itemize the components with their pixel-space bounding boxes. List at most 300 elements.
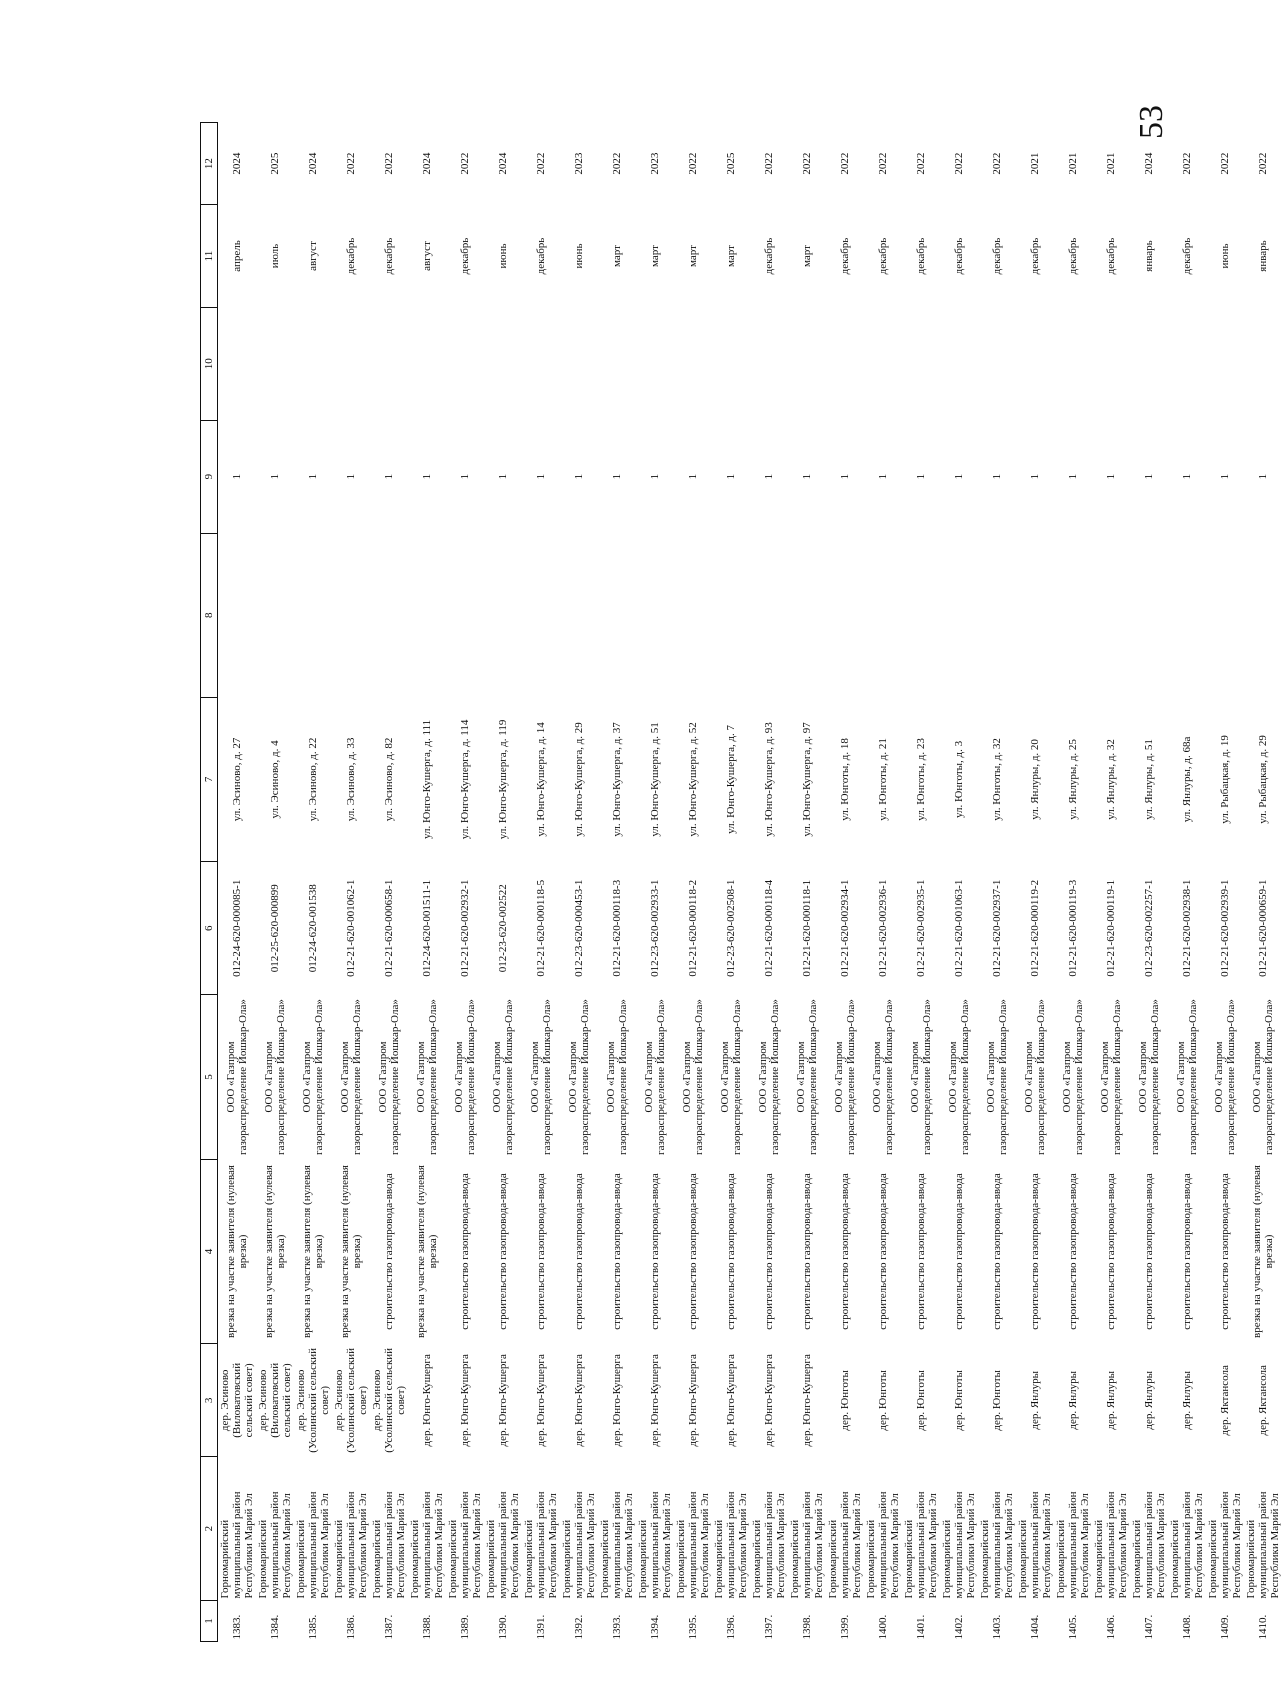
table-row [370,123,408,1642]
address-cell: ул. Эсиново, д. 33 [345,737,357,822]
quantity-cell: 1 [1181,473,1193,480]
settlement-cell: дер. Янлуры [1067,1371,1079,1430]
district-cell: Горномарийский муниципальный район Республики Марий Эл [637,1491,673,1599]
district-cell: Горномарийский муниципальный район Республики Марий Эл [903,1491,939,1599]
col8-cell [1092,533,1130,697]
district-cell: Горномарийский муниципальный район Республики Марий Эл [1093,1491,1129,1599]
district-cell: Горномарийский муниципальный район Республики Марий Эл [1207,1491,1243,1599]
settlement-cell: дер. Юнго-Кушерга [573,1354,585,1447]
col10-cell [1054,307,1092,420]
address-cell: ул. Юнго-Кушерга, д. 37 [611,722,623,837]
settlement-cell: дер. Эсиново (Виловатовский сельский совет) [257,1362,293,1438]
table-row [674,123,712,1642]
work-type-cell: строительство газопровода-ввода [1219,1173,1231,1330]
gasification-table [200,122,1282,1642]
quantity-cell: 1 [801,473,813,480]
organization-cell: ООО «Газпром газораспределение Йошкар-Ола» [795,999,819,1155]
quantity-cell: 1 [1105,473,1117,480]
col10-cell [1206,307,1244,420]
work-type-cell: строительство газопровода-ввода [497,1173,509,1330]
settlement-cell: дер. Юнго-Кушерга [611,1354,623,1447]
column-header-10: 10 [201,307,218,420]
address-cell: ул. Юнго-Кушерга, д. 52 [687,722,699,837]
work-type-cell: врезка на участке заявителя (нулевая врезка) [415,1165,439,1338]
work-type-cell: строительство газопровода-ввода [535,1173,547,1330]
work-type-cell: врезка на участке заявителя (нулевая врезка) [339,1165,363,1338]
col8-cell [1130,533,1168,697]
col10-cell [1130,307,1168,420]
organization-cell: ООО «Газпром газораспределение Йошкар-Ола» [1137,999,1161,1155]
address-cell: ул. Рыбацкая, д. 19 [1219,735,1231,824]
year-cell: 2022 [535,152,547,175]
work-type-cell: строительство газопровода-ввода [1067,1173,1079,1330]
table-row [1092,123,1130,1642]
quantity-cell: 1 [763,473,775,480]
col10-cell [712,307,750,420]
work-type-cell: строительство газопровода-ввода [1143,1173,1155,1330]
organization-cell: ООО «Газпром газораспределение Йошкар-Ола» [339,999,363,1155]
settlement-cell: дер. Юнго-Кушерга [649,1354,661,1447]
col10-cell [484,307,522,420]
col8-cell [446,533,484,697]
settlement-cell: дер. Юнготы [991,1370,1003,1431]
district-cell: Горномарийский муниципальный район Республики Марий Эл [371,1491,407,1599]
address-cell: ул. Юнготы, д. 32 [991,738,1003,821]
quantity-cell: 1 [535,473,547,480]
settlement-cell: дер. Янлуры [1105,1371,1117,1430]
col8-cell [560,533,598,697]
table-row [1054,123,1092,1642]
col8-cell [1206,533,1244,697]
code-cell: 012-21-620-000118-4 [763,879,775,977]
organization-cell: ООО «Газпром газораспределение Йошкар-Ола» [377,999,401,1155]
organization-cell: ООО «Газпром газораспределение Йошкар-Ола» [1251,999,1275,1155]
column-header-11: 11 [201,205,218,308]
quantity-cell: 1 [953,473,965,480]
code-cell: 012-23-620-002933-1 [649,879,661,977]
table-row [826,123,864,1642]
address-cell: ул. Юнго-Кушерга, д. 29 [573,722,585,837]
column-header-6: 6 [201,862,218,995]
quantity-cell: 1 [611,473,623,480]
col10-cell [978,307,1016,420]
work-type-cell: строительство газопровода-ввода [649,1173,661,1330]
col10-cell [902,307,940,420]
settlement-cell: дер. Янлуры [1143,1371,1155,1430]
work-type-cell: строительство газопровода-ввода [687,1173,699,1330]
settlement-cell: дер. Юнготы [877,1370,889,1431]
month-cell: декабрь [1105,237,1117,275]
work-type-cell: строительство газопровода-ввода [763,1173,775,1330]
row-number: 1400. [877,1614,889,1640]
settlement-cell: дер. Юнго-Кушерга [497,1354,509,1447]
month-cell: декабрь [991,237,1003,275]
year-cell: 2022 [801,152,813,175]
column-header-12: 12 [201,123,218,205]
col8-cell [484,533,522,697]
quantity-cell: 1 [839,473,851,480]
row-number: 1385. [307,1614,319,1640]
table-row [598,123,636,1642]
settlement-cell: дер. Юнго-Кушерга [725,1354,737,1447]
table-row [978,123,1016,1642]
col8-cell [826,533,864,697]
address-cell: ул. Юнготы, д. 23 [915,738,927,821]
col8-cell [256,533,294,697]
month-cell: декабрь [763,237,775,275]
row-number: 1402. [953,1614,965,1640]
table-row [1244,123,1282,1642]
row-number: 1401. [915,1614,927,1640]
column-header-9: 9 [201,420,218,533]
year-cell: 2025 [269,152,281,175]
row-number: 1388. [421,1614,433,1640]
code-cell: 012-21-620-000118-3 [611,879,623,977]
col10-cell [1092,307,1130,420]
organization-cell: ООО «Газпром газораспределение Йошкар-Ола» [757,999,781,1155]
work-type-cell: врезка на участке заявителя (нулевая врезка) [263,1165,287,1338]
col8-cell [636,533,674,697]
address-cell: ул. Янлуры, д. 32 [1105,739,1117,820]
address-cell: ул. Эсиново, д. 27 [231,737,243,822]
organization-cell: ООО «Газпром газораспределение Йошкар-Ола» [719,999,743,1155]
address-cell: ул. Эсиново, д. 22 [307,737,319,822]
address-cell: ул. Юнго-Кушерга, д. 51 [649,722,661,837]
settlement-cell: дер. Юнготы [839,1370,851,1431]
code-cell: 012-21-620-000658-1 [383,879,395,977]
address-cell: ул. Рыбацкая, д. 29 [1257,735,1269,824]
work-type-cell: строительство газопровода-ввода [459,1173,471,1330]
col8-cell [788,533,826,697]
work-type-cell: строительство газопровода-ввода [877,1173,889,1330]
organization-cell: ООО «Газпром газораспределение Йошкар-Ола» [947,999,971,1155]
settlement-cell: дер. Юнго-Кушерга [459,1354,471,1447]
work-type-cell: строительство газопровода-ввода [383,1173,395,1330]
year-cell: 2023 [573,152,585,175]
code-cell: 012-21-620-002938-1 [1181,879,1193,977]
organization-cell: ООО «Газпром газораспределение Йошкар-Ола» [833,999,857,1155]
month-cell: декабрь [1067,237,1079,275]
district-cell: Горномарийский муниципальный район Республики Марий Эл [865,1491,901,1599]
organization-cell: ООО «Газпром газораспределение Йошкар-Ола» [301,999,325,1155]
year-cell: 2022 [991,152,1003,175]
settlement-cell: дер. Эсиново (Виловатовский сельский совет) [219,1362,255,1438]
col8-cell [218,533,257,697]
quantity-cell: 1 [459,473,471,480]
code-cell: 012-25-620-000899 [269,884,281,973]
month-cell: декабрь [535,237,547,275]
district-cell: Горномарийский муниципальный район Республики Марий Эл [713,1491,749,1599]
settlement-cell: дер. Эсиново (Усолинский сельский совет) [295,1347,331,1453]
organization-cell: ООО «Газпром газораспределение Йошкар-Ола» [643,999,667,1155]
address-cell: ул. Юнго-Кушерга, д. 14 [535,722,547,837]
col10-cell [750,307,788,420]
year-cell: 2022 [877,152,889,175]
month-cell: декабрь [915,237,927,275]
settlement-cell: дер. Юнготы [953,1370,965,1431]
table-row [750,123,788,1642]
district-cell: Горномарийский муниципальный район Республики Марий Эл [523,1491,559,1599]
work-type-cell: строительство газопровода-ввода [953,1173,965,1330]
organization-cell: ООО «Газпром газораспределение Йошкар-Ола» [225,999,249,1155]
month-cell: декабрь [1029,237,1041,275]
row-number: 1393. [611,1614,623,1640]
col10-cell [636,307,674,420]
table-row [902,123,940,1642]
col8-cell [294,533,332,697]
row-number: 1397. [763,1614,775,1640]
code-cell: 012-21-620-002934-1 [839,879,851,977]
table-row [788,123,826,1642]
year-cell: 2021 [1029,152,1041,175]
organization-cell: ООО «Газпром газораспределение Йошкар-Ола» [871,999,895,1155]
year-cell: 2025 [725,152,737,175]
col8-cell [1054,533,1092,697]
work-type-cell: строительство газопровода-ввода [1105,1173,1117,1330]
year-cell: 2022 [1219,152,1231,175]
organization-cell: ООО «Газпром газораспределение Йошкар-Ола» [1099,999,1123,1155]
row-number: 1387. [383,1614,395,1640]
month-cell: декабрь [345,237,357,275]
col8-cell [332,533,370,697]
col8-cell [1016,533,1054,697]
col8-cell [370,533,408,697]
row-number: 1386. [345,1614,357,1640]
code-cell: 012-21-620-001062-1 [345,879,357,977]
work-type-cell: строительство газопровода-ввода [991,1173,1003,1330]
col8-cell [902,533,940,697]
table-row [446,123,484,1642]
col10-cell [446,307,484,420]
table-row [1016,123,1054,1642]
column-number-row [201,123,218,1642]
month-cell: декабрь [839,237,851,275]
district-cell: Горномарийский муниципальный район Республики Марий Эл [1017,1491,1053,1599]
district-cell: Горномарийский муниципальный район Республики Марий Эл [447,1491,483,1599]
quantity-cell: 1 [269,473,281,480]
district-cell: Горномарийский муниципальный район Республики Марий Эл [599,1491,635,1599]
month-cell: декабрь [877,237,889,275]
year-cell: 2022 [1181,152,1193,175]
settlement-cell: дер. Юнго-Кушерга [535,1354,547,1447]
column-header-7: 7 [201,697,218,861]
month-cell: декабрь [1181,237,1193,275]
table-row [1206,123,1244,1642]
month-cell: декабрь [459,237,471,275]
month-cell: август [421,241,433,271]
row-number: 1384. [269,1614,281,1640]
district-cell: Горномарийский муниципальный район Республики Марий Эл [1245,1491,1281,1599]
col8-cell [940,533,978,697]
table-body [218,123,1282,1642]
organization-cell: ООО «Газпром газораспределение Йошкар-Ола» [1213,999,1237,1155]
month-cell: декабрь [383,237,395,275]
organization-cell: ООО «Газпром газораспределение Йошкар-Ола» [567,999,591,1155]
year-cell: 2022 [915,152,927,175]
settlement-cell: дер. Юнготы [915,1370,927,1431]
quantity-cell: 1 [649,473,661,480]
settlement-cell: дер. Юнго-Кушерга [687,1354,699,1447]
code-cell: 012-21-620-002932-1 [459,879,471,977]
table-row [522,123,560,1642]
table-row [712,123,750,1642]
month-cell: март [801,245,813,267]
district-cell: Горномарийский муниципальный район Республики Марий Эл [295,1491,331,1599]
row-number: 1395. [687,1614,699,1640]
month-cell: июнь [1219,243,1231,269]
col10-cell [408,307,446,420]
row-number: 1409. [1219,1614,1231,1640]
code-cell: 012-23-620-002508-1 [725,879,737,977]
quantity-cell: 1 [877,473,889,480]
year-cell: 2022 [459,152,471,175]
col10-cell [788,307,826,420]
row-number: 1383. [231,1614,243,1640]
code-cell: 012-21-620-002935-1 [915,879,927,977]
code-cell: 012-21-620-000119-2 [1029,879,1041,977]
year-cell: 2024 [1143,152,1155,175]
month-cell: март [649,245,661,267]
year-cell: 2024 [231,152,243,175]
address-cell: ул. Юнготы, д. 21 [877,738,889,821]
organization-cell: ООО «Газпром газораспределение Йошкар-Ола» [909,999,933,1155]
month-cell: июнь [573,243,585,269]
organization-cell: ООО «Газпром газораспределение Йошкар-Ола» [1061,999,1085,1155]
address-cell: ул. Юнго-Кушерга, д. 93 [763,722,775,837]
address-cell: ул. Юнго-Кушерга, д. 7 [725,724,737,834]
month-cell: июль [269,243,281,269]
code-cell: 012-21-620-000659-1 [1257,879,1269,977]
row-number: 1399. [839,1614,851,1640]
work-type-cell: врезка на участке заявителя (нулевая врезка) [225,1165,249,1338]
col10-cell [560,307,598,420]
col8-cell [522,533,560,697]
col10-cell [218,307,257,420]
work-type-cell: строительство газопровода-ввода [801,1173,813,1330]
quantity-cell: 1 [345,473,357,480]
quantity-cell: 1 [1067,473,1079,480]
address-cell: ул. Янлуры, д. 25 [1067,739,1079,820]
month-cell: август [307,241,319,271]
col10-cell [370,307,408,420]
district-cell: Горномарийский муниципальный район Республики Марий Эл [941,1491,977,1599]
year-cell: 2021 [1067,152,1079,175]
address-cell: ул. Юнго-Кушерга, д. 111 [421,719,433,839]
month-cell: январь [1257,240,1269,272]
work-type-cell: строительство газопровода-ввода [839,1173,851,1330]
work-type-cell: строительство газопровода-ввода [1181,1173,1193,1330]
month-cell: январь [1143,240,1155,272]
settlement-cell: дер. Яктансола [1257,1365,1269,1436]
row-number: 1390. [497,1614,509,1640]
quantity-cell: 1 [383,473,395,480]
table-row [332,123,370,1642]
col10-cell [1168,307,1206,420]
organization-cell: ООО «Газпром газораспределение Йошкар-Ола» [263,999,287,1155]
settlement-cell: дер. Эсиново (Усолинский сельский совет) [333,1347,369,1453]
col10-cell [1016,307,1054,420]
row-number: 1405. [1067,1614,1079,1640]
work-type-cell: строительство газопровода-ввода [1029,1173,1041,1330]
quantity-cell: 1 [915,473,927,480]
organization-cell: ООО «Газпром газораспределение Йошкар-Ола» [1023,999,1047,1155]
code-cell: 012-21-620-002939-1 [1219,879,1231,977]
col10-cell [1244,307,1282,420]
settlement-cell: дер. Юнго-Кушерга [421,1354,433,1447]
col10-cell [674,307,712,420]
district-cell: Горномарийский муниципальный район Республики Марий Эл [409,1491,445,1599]
page-number: 53 [1133,105,1170,139]
col8-cell [1168,533,1206,697]
code-cell: 012-23-620-002257-1 [1143,879,1155,977]
work-type-cell: врезка на участке заявителя (нулевая врезка) [301,1165,325,1338]
col10-cell [826,307,864,420]
row-number: 1408. [1181,1614,1193,1640]
year-cell: 2022 [687,152,699,175]
table-row [940,123,978,1642]
district-cell: Горномарийский муниципальный район Республики Марий Эл [789,1491,825,1599]
work-type-cell: строительство газопровода-ввода [573,1173,585,1330]
district-cell: Горномарийский муниципальный район Республики Марий Эл [675,1491,711,1599]
quantity-cell: 1 [307,473,319,480]
column-header-5: 5 [201,995,218,1159]
table-row [560,123,598,1642]
row-number: 1410. [1257,1614,1269,1640]
col8-cell [712,533,750,697]
address-cell: ул. Янлуры, д. 20 [1029,739,1041,820]
quantity-cell: 1 [421,473,433,480]
month-cell: апрель [231,240,243,272]
code-cell: 012-24-620-000085-1 [231,879,243,977]
code-cell: 012-21-620-000119-1 [1105,879,1117,977]
year-cell: 2022 [345,152,357,175]
table-row [218,123,257,1642]
organization-cell: ООО «Газпром газораспределение Йошкар-Ола» [985,999,1009,1155]
district-cell: Горномарийский муниципальный район Республики Марий Эл [827,1491,863,1599]
work-type-cell: врезка на участке заявителя (нулевая врезка) [1251,1165,1275,1338]
code-cell: 012-24-620-001538 [307,884,319,973]
year-cell: 2024 [307,152,319,175]
quantity-cell: 1 [687,473,699,480]
col8-cell [408,533,446,697]
district-cell: Горномарийский муниципальный район Республики Марий Эл [257,1491,293,1599]
district-cell: Горномарийский муниципальный район Республики Марий Эл [485,1491,521,1599]
year-cell: 2022 [839,152,851,175]
settlement-cell: дер. Эсиново (Усолинский сельский совет) [371,1347,407,1453]
col10-cell [294,307,332,420]
district-cell: Горномарийский муниципальный район Республики Марий Эл [979,1491,1015,1599]
work-type-cell: строительство газопровода-ввода [725,1173,737,1330]
month-cell: март [725,245,737,267]
code-cell: 012-21-620-002937-1 [991,879,1003,977]
col8-cell [674,533,712,697]
address-cell: ул. Янлуры, д. 68а [1181,736,1193,823]
organization-cell: ООО «Газпром газораспределение Йошкар-Ола» [529,999,553,1155]
col8-cell [864,533,902,697]
settlement-cell: дер. Юнго-Кушерга [763,1354,775,1447]
col10-cell [598,307,636,420]
row-number: 1403. [991,1614,1003,1640]
table-row [1130,123,1168,1642]
year-cell: 2022 [383,152,395,175]
year-cell: 2022 [1257,152,1269,175]
column-header-4: 4 [201,1159,218,1344]
row-number: 1391. [535,1614,547,1640]
col8-cell [598,533,636,697]
row-number: 1392. [573,1614,585,1640]
work-type-cell: строительство газопровода-ввода [611,1173,623,1330]
district-cell: Горномарийский муниципальный район Республики Марий Эл [1169,1491,1205,1599]
